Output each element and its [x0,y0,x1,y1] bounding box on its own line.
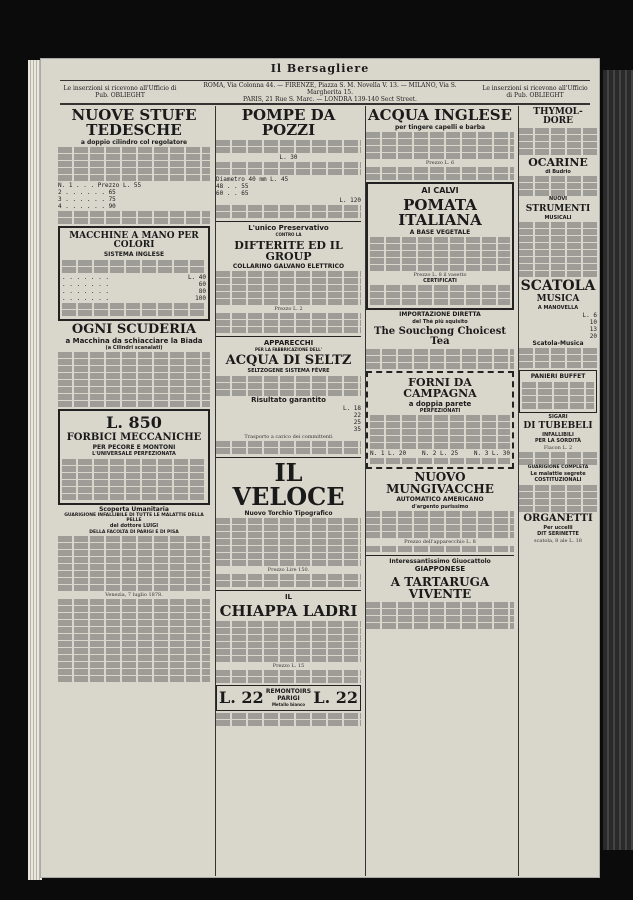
acqua-subtitle: per tingere capelli e barba [394,124,486,131]
macchine-ad [58,226,210,320]
stufe-title: NUOVE STUFE TEDESCHE [71,106,197,139]
sigari-heading: SIGARI [548,413,568,420]
price-row: . . . . . . . 100 [62,294,206,302]
price-row: L. 120 [339,197,361,204]
price-row: 22 [353,411,361,419]
column-1 [58,106,210,876]
price-row: 3 . . . . . . 75 [58,196,116,204]
veloce-title: IL VELOCE [232,457,345,511]
guarigione-heading: GUARIGIONE INFALLIBILE DI TUTTE LE MALATTIE DELLA PELLE [64,513,204,523]
forni-subtitle-2: PERFEZIONATI [419,408,461,415]
price-row: 48 . . 55 [216,183,249,190]
organetti-title: ORGANETTI [523,512,593,524]
header-left: Le inserzioni si ricevono all'Ufficio di Pub. OBLIEGHT [63,85,177,99]
ocarine-subtitle: di Budrio [545,169,571,175]
header-center [190,82,470,103]
contro-heading: CONTRO LA [275,232,302,238]
parigi-label: PARIGI [277,694,300,702]
signature-line: Venezia, 7 luglio 1878. [105,592,163,599]
ocarine-title: OCARINE [528,156,588,169]
chiappa-price: Prezzo L. 15 [272,662,305,669]
price-row: 10 [589,319,597,326]
tartaruga-title: A TARTARUGA VIVENTE [390,574,490,601]
scatola-title: SCATOLA [520,277,596,294]
price-row: . . . . . . . L. 40 [62,273,206,281]
acqua-price: Prezzo L. 6 [425,160,455,167]
remontoirs-title: REMONTOIRS [265,687,312,695]
forbici-note: L'UNIVERSALE PERFEZIONATA [92,451,176,458]
mungi-subtitle: AUTOMATICO AMERICANO [396,496,484,504]
column-3 [365,106,514,876]
musicali-heading: MUSICALI [544,214,572,221]
preservativo-heading: L'unico Preservativo [248,224,329,232]
scatola8-line: scatola, 8 ale L. 18 [534,538,582,545]
the-heading: del Thè più squisito [412,318,468,325]
macchine-title: MACCHINE A MANO PER COLORI [69,231,199,251]
panieri-ad [519,370,597,412]
price-row: 25 [353,418,361,426]
remontoirs-price-right: L. 22 [313,687,358,707]
luigi-heading: del dottore LUIGI [109,523,159,530]
masthead: Il Bersagliere [270,62,370,75]
header-center-line2: PARIS, 21 Rue S. Marc. — LONDRA 139-140 Sect Street. [243,95,417,103]
ad-header-bar [60,80,590,105]
sordita-heading: PER LA SORDITÀ [534,438,582,445]
mungi-subtitle-2: d'argento purissimo [411,503,469,510]
scuderia-subtitle: a Macchina da schiacciare la Biada [65,336,203,345]
flacone-price: Flacon L. 2 [543,445,573,452]
risultato-heading: Risultato garantito [251,395,326,404]
certificati-heading: CERTIFICATI [423,277,457,284]
difterite-price: Prezzo L. 2 [274,305,303,312]
importazione-heading: IMPORTAZIONE DIRETTA [399,311,481,319]
price-row: L. 6 [582,312,597,319]
serinette-heading: DIT SERINETTE [537,530,579,537]
guarigione-heading: GUARIGIONE COMPLETA [527,465,589,471]
chiappa-pre: IL [284,593,293,602]
seltz-title: ACQUA DI SELTZ [225,353,352,369]
calvi-heading: AI CALVI [421,186,459,196]
price-row: Diametro 40 mm L. 45 [216,176,289,183]
souchong-title: The Souchong Choicest Tea [374,325,506,347]
veloce-price: Prezzo Lire 150. [267,567,310,574]
forbici-ad [58,409,210,505]
forni-ad [366,371,514,470]
price-row: L. 18 [342,404,361,412]
giapponese-heading: GIAPPONESE [414,565,466,574]
stufe-subtitle: a doppio cilindro col regolatore [80,139,188,146]
pozzi-price: L. 30 [279,154,298,161]
costituzionali-heading: COSTITUZIONALI [534,477,582,484]
tubebeli-title: DI TUBEBELI [523,420,593,431]
strumenti-title: STRUMENTI [525,203,591,214]
malattie-heading: Le malattie segrete [530,471,586,478]
apparecchi-heading: APPARECCHI [263,338,314,347]
thymol-title: THYMOL-DORE [533,107,583,126]
trasporto-note: Trasporto a carico dei committenti [244,433,333,440]
forni-price-row: N. 1 L. 20 N. 2 L. 25 N. 3 L. 30 [370,450,510,458]
seltz-subtitle: SELTZOGENE SISTEMA FÉVRE [247,368,330,375]
header-right: Le inserzioni si ricevono all'Ufficio di Pub. OBLIEGHT [482,85,588,99]
price-row: 60 . . 65 [216,190,249,197]
remontoirs-ad [216,685,361,712]
manovella-heading: A MANOVELLA [537,304,579,311]
price-row: 4 . . . . . . 90 [58,203,116,211]
chiappa-title: CHIAPPA LADRI [219,601,358,620]
macchine-subtitle: SISTEMA INGLESE [103,251,165,259]
forbici-price: L. 850 [106,413,162,433]
price-row: 13 [589,326,597,333]
pomata-title: POMATA ITALIANA [398,195,482,229]
mungi-price: Prezzo dell'apparecchio L. 8 [404,538,476,545]
acqua-title: ACQUA INGLESE [368,106,512,124]
veloce-subtitle: Nuovo Torchio Tipografico [244,509,333,517]
header-center-line1: ROMA, Via Colonna 44. — FIRENZE, Piazza S. M. Novella V. 13. — MILANO, Via S. Margherita 15. [203,81,457,96]
forbici-title: FORBICI MECCANICHE [66,432,202,444]
pomata-ad [366,182,514,310]
musica-title: MUSICA [536,293,580,304]
giuoc-heading: Interessantissimo Giuocattolo [389,557,491,565]
price-row: . . . . . . . 80 [62,287,206,295]
scoperta-heading: Scoperta Umanitaria [99,505,169,513]
seltz-pre-heading: PER LA FABBRICAZIONE DELL' [255,347,322,353]
pomata-subtitle: A BASE VEGETALE [409,228,471,236]
scuderia-subtitle-2: (a Cilindri scanalati) [105,344,163,351]
price-row: 2 . . . . . . 65 [58,189,116,197]
price-row: . . . . . . . 60 [62,280,206,288]
scan-right-margin [603,70,633,850]
metallo-label: Metallo bianco [271,702,306,708]
facolta-heading: DELLA FACOLTA DI PARIGI E DI PISA [89,529,179,535]
collarino-heading: COLLARINO GALVANO ELETTRICO [232,262,345,270]
remontoirs-price: L. 22 [219,687,264,707]
price-row: 35 [353,425,361,433]
column-2 [215,106,361,876]
stufe-price-list [58,182,210,210]
infallibile-heading: INFALLIBILI [542,431,574,438]
price-row: N. 1 . . . Prezzo L. 55 [58,182,142,190]
per-uccelli-heading: Per uccelli [543,524,573,531]
mungi-title: NUOVO MUNGIVACCHE [386,470,494,497]
column-4 [518,106,597,876]
forbici-subtitle: PER PECORE E MONTONI [92,444,176,452]
pomata-price: Prezzo L. 8 il vasetto [413,271,467,278]
pozzi-title: POMPE DA POZZI [241,106,336,139]
nuovi-heading: NUOVI [548,196,568,203]
forni-subtitle: a doppia parete [408,399,472,408]
difterite-title: DIFTERITE ED IL GROUP [234,238,343,263]
price-row: 20 [589,333,597,340]
panieri-title: PANIERI BUFFET [530,373,586,381]
forni-title: FORNI DA CAMPAGNA [403,375,477,400]
scat-musica-heading: Scatola-Musica [532,340,584,347]
scuderia-title: OGNI SCUDERIA [71,321,197,337]
